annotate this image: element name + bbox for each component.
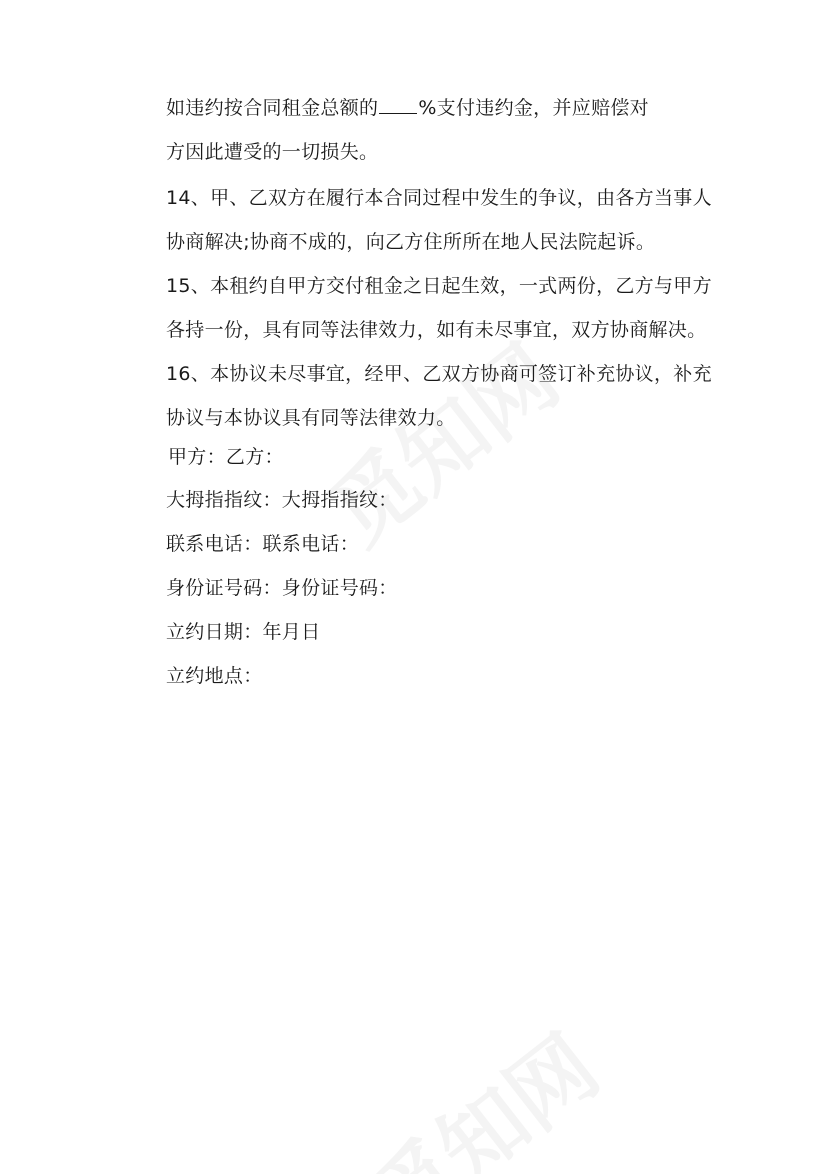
watermark [340,1001,620,1174]
clause-15-line-2: 各持一份，具有同等法律效力，如有未尽事宜，双方协商解决。 [166,319,707,341]
clause-16-line-2: 协议与本协议具有同等法律效力。 [166,407,456,429]
penalty-clause-line-2: 方因此遭受的一切损失。 [166,141,379,163]
party-signature-line: 甲方：乙方： [168,446,284,468]
penalty-clause-line-1 [166,95,649,120]
clause-15-line-1: 15、本租约自甲方交付租金之日起生效，一式两份，乙方与甲方 [166,275,712,297]
phone-line: 联系电话：联系电话： [166,533,360,555]
penalty-text-start: 如违约按合同租金总额的 [166,97,379,119]
clause-14-line-2: 协商解决;协商不成的，向乙方住所所在地人民法院起诉。 [166,231,656,253]
contract-place-line: 立约地点： [166,665,263,687]
watermark [300,311,580,568]
contract-date-line: 立约日期：年月日 [166,621,321,643]
id-number-line: 身份证号码：身份证号码： [166,577,398,599]
clause-16-line-1: 16、本协议未尽事宜，经甲、乙双方协商可签订补充协议，补充 [166,363,712,385]
thumbprint-line: 大拇指指纹：大拇指指纹： [166,489,398,511]
percentage-blank [379,95,417,114]
clause-14-line-1: 14、甲、乙双方在履行本合同过程中发生的争议，由各方当事人 [166,187,712,209]
penalty-text-end: %支付违约金，并应赔偿对 [418,97,649,119]
